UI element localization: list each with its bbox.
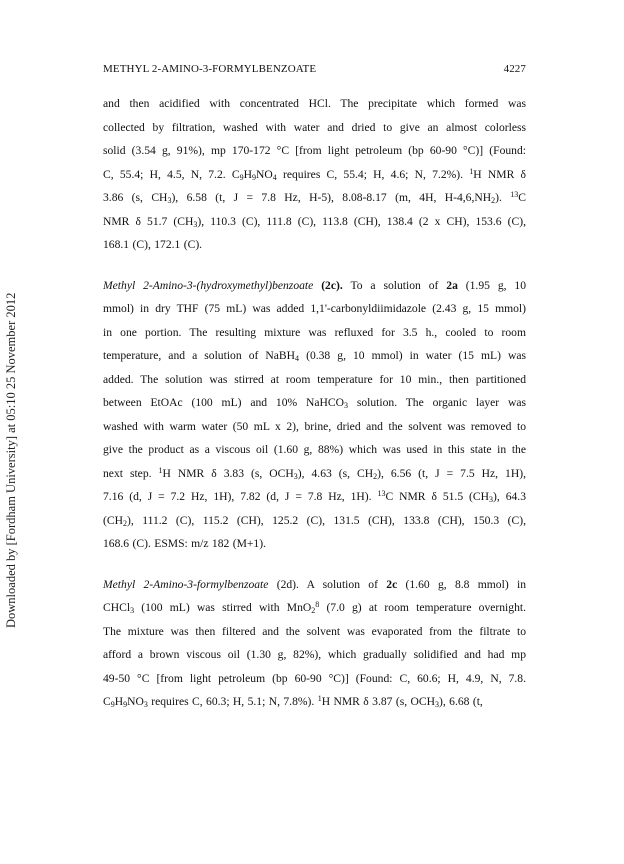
text-run: collected by filtration, washed with water and dried to give an almost colorless: [103, 120, 526, 134]
download-watermark: Downloaded by [Fordham University] at 05:10 25 November 2012: [4, 292, 18, 628]
text-run: solid (3.54 g, 91%), mp 170-172 °C [from light petroleum (bp 60-90 °C)] (Found:: [103, 144, 526, 157]
text-run: temperature, and a solution of NaBH: [103, 349, 296, 362]
text-line: [103, 532, 526, 556]
text-line: [103, 596, 526, 620]
text-line: [103, 233, 526, 257]
text-run: 3: [293, 471, 298, 481]
text-run: 2: [311, 606, 316, 615]
text-line: [103, 186, 526, 210]
text-run: next step.: [103, 466, 159, 480]
text-run: H NMR δ 3.83 (s, OCH: [162, 466, 294, 480]
text-run: give the product as a viscous oil (1.60 g, 88%) which was used in this state in the: [103, 443, 526, 456]
text-run: NMR δ 51.7 (CH: [103, 214, 194, 228]
text-run: ), 110.3 (C), 111.8 (C), 113.8 (CH), 138.4 (2 x CH), 153.6 (C),: [197, 214, 526, 228]
text-run: 7.16 (d, J = 7.2 Hz, 1H), 7.82 (d, J = 7.8 Hz, 1H).: [103, 490, 378, 503]
text-line: [103, 415, 526, 439]
running-title: METHYL 2-AMINO-3-FORMYLBENZOATE: [103, 63, 317, 75]
text-run: CHCl: [103, 601, 131, 614]
text-line: [103, 344, 526, 368]
text-line: [103, 163, 526, 187]
text-run: (1.60 g, 8.8 mmol) in: [397, 577, 526, 591]
text-run: 3: [489, 495, 494, 504]
text-line: [103, 573, 526, 597]
text-run: 3.86 (s, CH: [103, 191, 168, 204]
text-run: 9: [110, 700, 115, 709]
text-run: 1: [317, 694, 322, 703]
text-run: requires C, 55.4; H, 4.6; N, 7.2%).: [276, 167, 470, 181]
text-run: and then acidified with concentrated HCl. The precipitate which formed was: [103, 97, 526, 110]
text-run: ).: [495, 191, 511, 204]
text-run: between EtOAc (100 mL) and 10% NaHCO: [103, 396, 345, 409]
text-run: (2c).: [321, 278, 343, 292]
text-line: [103, 485, 526, 509]
text-run: ), 6.68 (t,: [438, 695, 483, 708]
text-run: NO: [127, 695, 144, 708]
page-number: 4227: [503, 63, 526, 75]
document-body: [103, 92, 526, 714]
text-run: ), 64.3: [493, 490, 526, 503]
text-run: 2: [122, 518, 127, 528]
text-run: 4: [295, 354, 300, 363]
text-run: 168.6 (C). ESMS: m/z 182 (M+1).: [103, 537, 266, 550]
text-line: [103, 391, 526, 415]
text-line: [103, 92, 526, 116]
text-run: 2: [491, 196, 496, 205]
text-run: added. The solution was stirred at room temperature for 10 min., then partitioned: [103, 372, 526, 386]
text-run: Methyl 2-Amino-3-formylbenzoate: [103, 577, 269, 591]
text-line: [103, 321, 526, 345]
text-run: 9: [123, 700, 128, 709]
text-run: afford a brown viscous oil (1.30 g, 82%), which gradually solidified and had mp: [103, 648, 526, 661]
text-run: 13: [510, 190, 519, 199]
text-run: in one portion. The resulting mixture was refluxed for 3.5 h., cooled to room: [103, 325, 526, 339]
text-run: 9: [252, 172, 256, 182]
text-line: [103, 210, 526, 234]
text-run: 3: [434, 700, 439, 709]
running-header: [103, 63, 526, 81]
text-run: 13: [377, 489, 386, 498]
text-run: 1: [469, 166, 474, 176]
text-run: The mixture was then filtered and the solvent was evaporated from the filtrate to: [103, 624, 526, 638]
text-run: ), 111.2 (C), 115.2 (CH), 125.2 (C), 131.5 (CH), 133.8 (CH), 150.3 (C),: [126, 513, 526, 527]
text-run: 3: [344, 401, 349, 410]
text-line: [103, 667, 526, 691]
text-run: 3: [143, 700, 148, 709]
text-run: NO: [256, 167, 273, 181]
text-line: [103, 462, 526, 486]
text-run: 1: [158, 465, 163, 475]
text-run: (0.38 g, 10 mmol) in water (15 mL) was: [299, 349, 526, 362]
text-run: H NMR δ: [473, 167, 526, 181]
text-run: H: [243, 167, 252, 181]
text-run: ), 6.56 (t, J = 7.5 Hz, 1H),: [377, 466, 526, 480]
text-run: C, 55.4; H, 4.5, N, 7.2. C: [103, 167, 240, 181]
text-line: [103, 690, 526, 714]
text-run: (1.95 g, 10: [457, 278, 526, 292]
text-line: [103, 509, 526, 533]
text-run: To a solution of: [342, 278, 447, 292]
text-run: ), 6.58 (t, J = 7.8 Hz, H-5), 8.08-8.17 (m, 4H, H-4,6,NH: [171, 191, 492, 204]
text-run: 49-50 °C [from light petroleum (bp 60-90 °C)] (Found: C, 60.6; H, 4.9, N, 7.8.: [103, 671, 526, 685]
text-line: [103, 297, 526, 321]
text-run: requires C, 60.3; H, 5.1; N, 7.8%).: [147, 695, 318, 708]
text-line: [103, 116, 526, 140]
text-run: (CH: [103, 513, 123, 527]
paragraph-gap: [103, 556, 526, 573]
text-run: 2c: [386, 577, 398, 591]
text-run: H NMR δ 3.87 (s, OCH: [321, 695, 435, 708]
text-run: (100 mL) was stirred with MnO: [134, 601, 312, 614]
text-line: [103, 643, 526, 667]
text-run: 2: [373, 471, 378, 481]
text-run: H: [114, 695, 124, 708]
text-run: solution. The organic layer was: [348, 396, 526, 409]
text-line: [103, 620, 526, 644]
text-run: [313, 279, 321, 292]
text-run: 168.1 (C), 172.1 (C).: [103, 238, 203, 251]
text-line: [103, 438, 526, 462]
text-run: 9: [239, 172, 244, 182]
paragraph-gap: [103, 257, 526, 274]
text-line: [103, 368, 526, 392]
text-run: C: [103, 695, 111, 708]
text-run: Methyl 2-Amino-3-(hydroxymethyl)benzoate: [103, 278, 314, 292]
text-run: ), 4.63 (s, CH: [297, 466, 374, 480]
text-line: [103, 139, 526, 163]
text-run: (2d). A solution of: [268, 577, 387, 591]
paragraph: [103, 274, 526, 556]
paragraph: [103, 92, 526, 257]
text-line: [103, 274, 526, 298]
text-run: 3: [167, 196, 172, 205]
text-run: (7.0 g) at room temperature overnight.: [319, 601, 526, 614]
text-run: 3: [130, 606, 135, 615]
paragraph: [103, 573, 526, 714]
text-run: mmol) in dry THF (75 mL) was added 1,1'-carbonyldiimidazole (2.43 g, 15 mmol): [103, 302, 526, 315]
text-run: washed with warm water (50 mL x 2), brine, dried and the solvent was removed to: [103, 419, 526, 433]
text-run: 3: [193, 219, 198, 229]
text-run: C: [518, 191, 526, 204]
text-run: 4: [272, 172, 277, 182]
text-run: 8: [315, 600, 320, 609]
text-run: C NMR δ 51.5 (CH: [385, 490, 490, 503]
text-run: 2a: [446, 278, 458, 292]
